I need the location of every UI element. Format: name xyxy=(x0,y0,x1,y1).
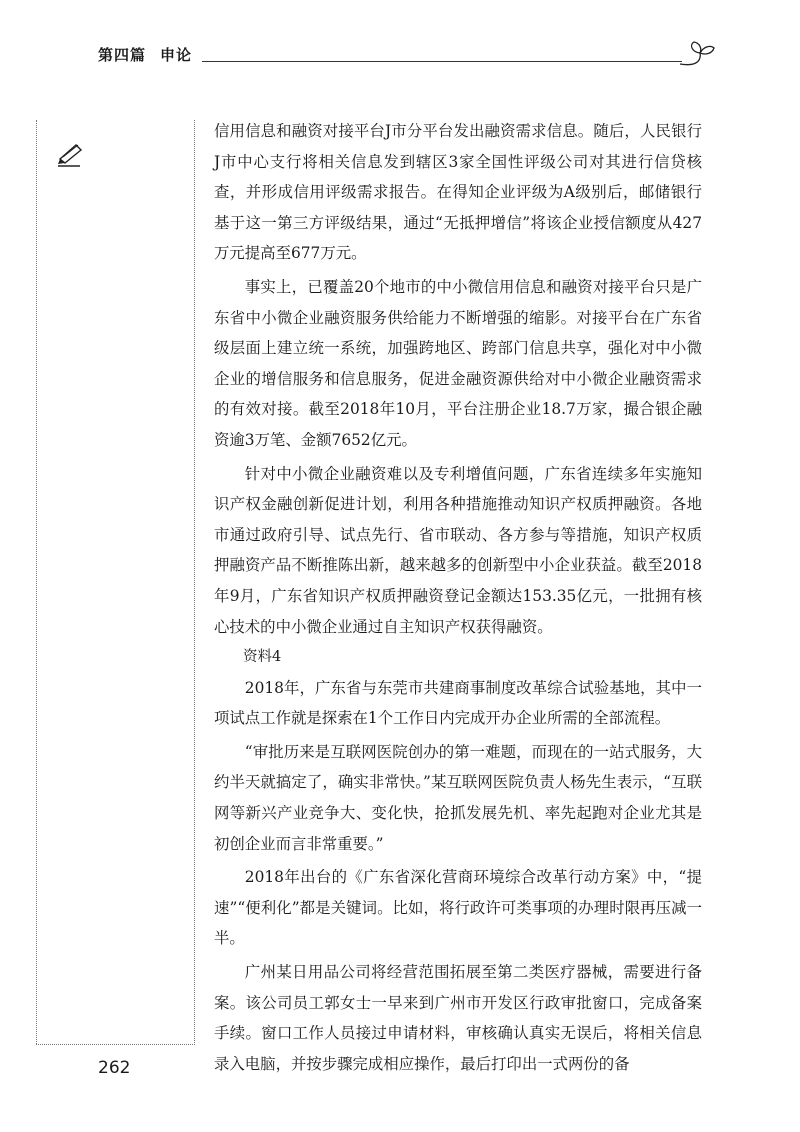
page-number: 262 xyxy=(98,1058,131,1078)
header-section: 申论 xyxy=(160,46,193,64)
header-title xyxy=(98,44,192,65)
sprout-icon xyxy=(678,40,718,72)
page-header xyxy=(98,40,708,80)
main-text xyxy=(214,116,702,1079)
paragraph: 2018年，广东省与东莞市共建商事制度改革综合试验基地，其中一项试点工作就是探索在1个工作日内完成开办企业所需的全部流程。 xyxy=(214,678,702,728)
paragraph: “审批历来是互联网医院创办的第一难题，而现在的一站式服务，大约半天就搞定了，确实非常快。”某互联网医院负责人杨先生表示，“互联网等新兴产业竞争大、变化快，抢抓发展先机、率先起跑对企业尤其是初创企业而言非常重要。” xyxy=(214,742,702,853)
paragraph: 广州某日用品公司将经营范围拓展至第二类医疗器械，需要进行备案。该公司员工郭女士一早来到广州市开发区行政审批窗口，完成备案手续。窗口工作人员接过申请材料，审核确认真实无误后，将相关信息录入电脑，并按步骤完成相应操作，最后打印出一式两份的备 xyxy=(214,963,702,1073)
pencil-icon xyxy=(56,142,86,168)
paragraph: 事实上，已覆盖20个地市的中小微信用信息和融资对接平台只是广东省中小微企业融资服务供给能力不断增强的缩影。对接平台在广东省级层面上建立统一系统，加强跨地区、跨部门信息共享，强化对中小微企业的增信服务和信息服务，促进金融资源供给对中小微企业融资需求的有效对接。截至2018年10月，平台注册企业18.7万家，撮合银企融资逾3万笔、金额7652亿元。 xyxy=(214,277,702,449)
paragraph: 针对中小微企业融资难以及专利增值问题，广东省连续多年实施知识产权金融创新促进计划，利用各种措施推动知识产权质押融资。各地市通过政府引导、试点先行、省市联动、各方参与等措施，知识产权质押融资产品不断推陈出新，越来越多的创新型中小企业获益。截至2018年9月，广东省知识产权质押融资登记金额达153.35亿元，一批拥有核心技术的中小微企业通过自主知识产权获得融资。 xyxy=(214,464,702,636)
header-part: 第四篇 xyxy=(98,46,147,64)
notes-margin xyxy=(36,120,195,1045)
section-label: 资料4 xyxy=(243,649,282,666)
header-rule xyxy=(202,61,682,62)
paragraph: 信用信息和融资对接平台J市分平台发出融资需求信息。随后，人民银行J市中心支行将相关信息发到辖区3家全国性评级公司对其进行信贷核查，并形成信用评级需求报告。在得知企业评级为A级别后，邮储银行基于这一第三方评级结果，通过“无抵押增信”将该企业授信额度从427万元提高至677万元。 xyxy=(214,122,702,263)
paragraph: 2018年出台的《广东省深化营商环境综合改革行动方案》中，“提速”“便利化”都是关键词。比如，将行政许可类事项的办理时限再压减一半。 xyxy=(214,868,702,948)
